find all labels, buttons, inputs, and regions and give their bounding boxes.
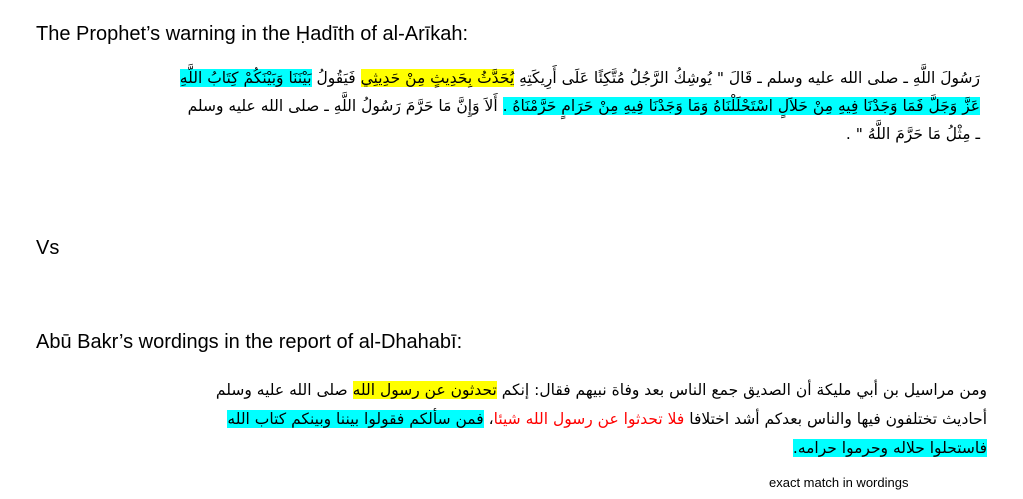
report-section-heading: Abū Bakr’s wordings in the report of al-Dhahabī: (36, 331, 463, 352)
report-line-1 (216, 376, 987, 405)
report-text-segment: صلى الله عليه وسلم (215, 381, 353, 399)
hadith-arabic-text (180, 64, 980, 148)
hadith-section-heading: The Prophet’s warning in the Ḥadīth of al-Arīkah: (36, 23, 469, 45)
hadith-line-2 (180, 92, 980, 120)
red-text-phrase: فلا تحدثوا عن رسول الله شيئا (493, 410, 685, 428)
highlight-cyan-phrase: بَيْنَنَا وَبَيْنَكُمْ كِتَابُ اللَّهِ (179, 69, 312, 87)
hadith-line-3 (180, 120, 980, 148)
highlight-cyan-phrase: عَزَّ وَجَلَّ فَمَا وَجَدْنَا فِيهِ مِنْ حَلاَلٍ اسْتَحْلَلْنَاهُ وَمَا وَجَدْنَا فِيهِ مِنْ حَرَامٍ حَرَّمْنَاهُ . (502, 97, 980, 115)
report-text-segment: أحاديث تختلفون فيها والناس بعدكم أشد اختلافا (684, 410, 987, 428)
report-text-segment: ، (483, 410, 494, 428)
report-line-3 (216, 434, 987, 463)
report-text-segment: ومن مراسيل بن أبي مليكة أن الصديق جمع الناس بعد وفاة نبيهم فقال: إنكم (496, 381, 987, 399)
hadith-text-segment: أَلاَ وَإِنَّ مَا حَرَّمَ رَسُولُ اللَّهِ ـ صلى الله عليه وسلم (187, 97, 503, 115)
report-line-2 (216, 405, 987, 434)
match-caption: exact match in wordings (769, 475, 909, 490)
hadith-text-segment: ـ مِثْلُ مَا حَرَّمَ اللَّهُ " . (845, 125, 980, 143)
highlight-cyan-phrase: فاستحلوا حلاله وحرموا حرامه. (792, 439, 987, 457)
report-arabic-text (216, 376, 987, 463)
versus-label: Vs (36, 237, 60, 259)
highlight-yellow-phrase: يُحَدَّثُ بِحَدِيثٍ مِنْ حَدِيثِي (360, 69, 515, 87)
highlight-yellow-phrase: تحدثون عن رسول الله (352, 381, 497, 399)
hadith-line-1 (180, 64, 980, 92)
hadith-text-segment: رَسُولَ اللَّهِ ـ صلى الله عليه وسلم ـ قَالَ " يُوشِكُ الرَّجُلُ مُتَّكِئًا عَلَى أَرِيكَتِهِ (514, 69, 980, 87)
hadith-text-segment: فَيَقُولُ (311, 69, 361, 87)
highlight-cyan-phrase: فمن سألكم فقولوا بيننا وبينكم كتاب الله (227, 410, 484, 428)
